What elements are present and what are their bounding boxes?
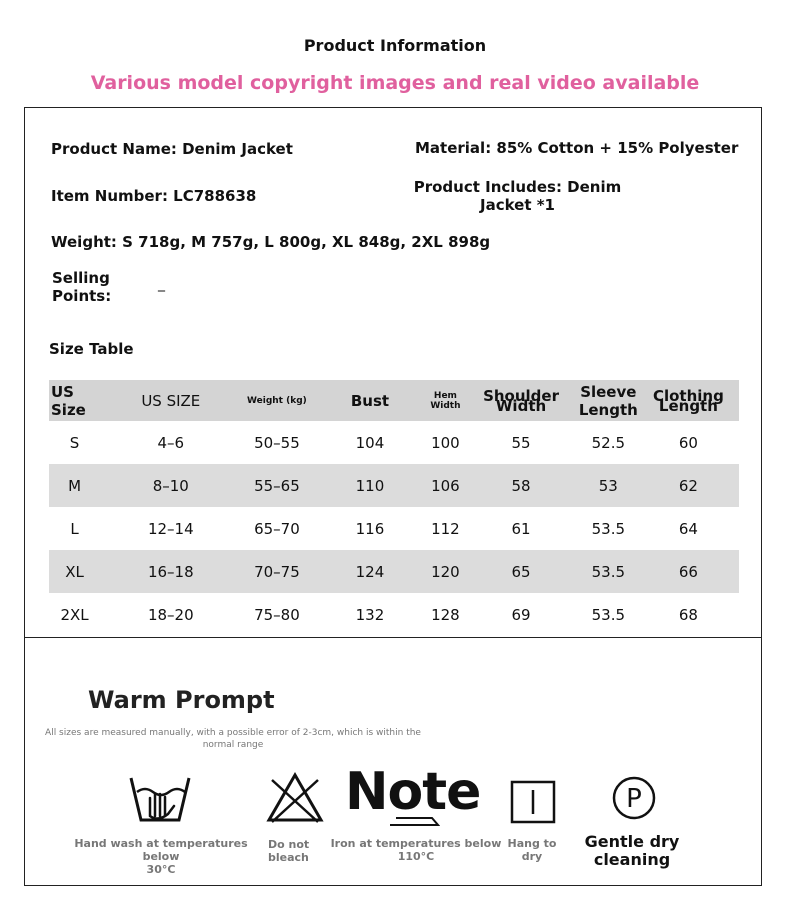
- product-includes: [405, 178, 630, 214]
- table-cell: 124: [312, 550, 427, 593]
- care-label-line: Hand wash at temperatures below: [74, 837, 248, 863]
- selling-points-value: _: [158, 276, 165, 292]
- table-cell: XL: [49, 550, 100, 593]
- table-cell: 75–80: [254, 605, 300, 624]
- care-label-line: Iron at temperatures below: [330, 837, 502, 850]
- care-label-line: Gentle dry: [584, 832, 680, 851]
- header-us-size: US Size: [49, 380, 100, 421]
- note-heading: Note: [345, 762, 481, 822]
- table-cell: 65: [463, 550, 579, 593]
- header-clothing-length: Clothing Length: [638, 380, 739, 421]
- table-cell: 112: [431, 519, 460, 538]
- table-cell: 53.5: [591, 605, 626, 624]
- table-header-row: [49, 380, 739, 421]
- table-cell: 132: [355, 605, 385, 624]
- selling-points-label-line2: Points:: [52, 287, 112, 305]
- table-cell: 53: [579, 464, 638, 507]
- table-cell: 65–70: [254, 519, 300, 538]
- care-label-line: 110°C: [397, 850, 435, 863]
- header-shoulder-width: Shoulder Width: [463, 380, 579, 421]
- table-cell: 68: [678, 605, 698, 624]
- care-label-line: bleach: [268, 851, 309, 864]
- item-number: Item Number: LC788638: [51, 187, 257, 205]
- table-cell: L: [70, 519, 79, 538]
- no-bleach-icon: [266, 772, 324, 824]
- care-label-iron: [330, 837, 502, 863]
- table-cell: 60: [678, 433, 698, 452]
- header-hem-width: Hem Width: [428, 380, 464, 421]
- table-cell: 55: [511, 433, 531, 452]
- size-table-title: Size Table: [49, 340, 134, 358]
- table-row: [49, 421, 739, 464]
- warm-prompt-title: Warm Prompt: [88, 686, 275, 714]
- product-includes-line2: Jacket *1: [479, 196, 555, 214]
- table-cell: 58: [463, 464, 579, 507]
- selling-points-label: [52, 269, 111, 305]
- table-cell: 110: [312, 464, 427, 507]
- page-title: Product Information: [303, 36, 487, 55]
- table-row: [49, 593, 739, 636]
- care-label-line: 30°C: [146, 863, 176, 876]
- table-cell: 52.5: [591, 433, 626, 452]
- header-weight: Weight (kg): [241, 380, 312, 421]
- care-label-line: Do not: [268, 838, 310, 851]
- table-cell: 120: [428, 550, 464, 593]
- table-cell: 2XL: [60, 605, 89, 624]
- care-label-hand-wash: [55, 837, 267, 876]
- product-includes-line1: Product Includes: Denim: [413, 178, 622, 196]
- table-cell: 62: [638, 464, 739, 507]
- size-table: [49, 380, 739, 636]
- table-cell: 55–65: [241, 464, 312, 507]
- header-us-size-alt: US SIZE: [100, 380, 241, 421]
- table-cell: 70–75: [241, 550, 312, 593]
- table-row: [49, 550, 739, 593]
- measurement-note-line1: All sizes are measured manually, with a possible error of 2-3cm, which is within the: [45, 728, 421, 738]
- care-label-no-bleach: [268, 838, 318, 864]
- table-cell: M: [49, 464, 100, 507]
- care-label-line: Hang to: [507, 837, 557, 850]
- table-cell: 8–10: [100, 464, 241, 507]
- header-sleeve-length: Sleeve Length: [579, 380, 638, 421]
- table-cell: 16–18: [100, 550, 241, 593]
- measurement-note-line2: normal range: [202, 740, 264, 750]
- table-cell: 100: [431, 433, 460, 452]
- care-label-hang-dry: [500, 837, 564, 863]
- measurement-note: [28, 727, 438, 751]
- hang-dry-icon: [510, 780, 556, 824]
- product-name: Product Name: Denim Jacket: [51, 140, 293, 158]
- table-row: [49, 507, 739, 550]
- table-cell: S: [69, 433, 80, 452]
- care-label-line: dry: [521, 850, 543, 863]
- table-cell: 18–20: [147, 605, 194, 624]
- material: Material: 85% Cotton + 15% Polyester: [415, 139, 739, 157]
- selling-points-label-line1: Selling: [52, 269, 110, 287]
- table-cell: 66: [638, 550, 739, 593]
- table-cell: 12–14: [147, 519, 194, 538]
- table-cell: 53.5: [579, 550, 638, 593]
- table-cell: 4–6: [157, 433, 185, 452]
- weight-info: Weight: S 718g, M 757g, L 800g, XL 848g, 2XL 898g: [51, 233, 491, 251]
- table-cell: 128: [431, 605, 460, 624]
- table-cell: 69: [511, 605, 531, 624]
- dry-clean-icon: [611, 775, 657, 821]
- table-cell: 116: [355, 519, 385, 538]
- section-divider: [24, 637, 762, 638]
- header-bust: Bust: [312, 380, 427, 421]
- care-label-dry-clean: [574, 833, 690, 869]
- hand-wash-icon: [128, 772, 192, 826]
- table-row: [49, 464, 739, 507]
- iron-icon: [388, 816, 440, 828]
- table-cell: 64: [678, 519, 698, 538]
- care-label-line: cleaning: [593, 850, 671, 869]
- table-cell: 104: [355, 433, 385, 452]
- table-cell: 106: [428, 464, 464, 507]
- table-cell: 53.5: [591, 519, 626, 538]
- table-cell: 50–55: [254, 433, 300, 452]
- dry-clean-letter: P: [626, 784, 642, 814]
- table-cell: 61: [511, 519, 531, 538]
- page-subtitle: Various model copyright images and real video available: [90, 72, 700, 94]
